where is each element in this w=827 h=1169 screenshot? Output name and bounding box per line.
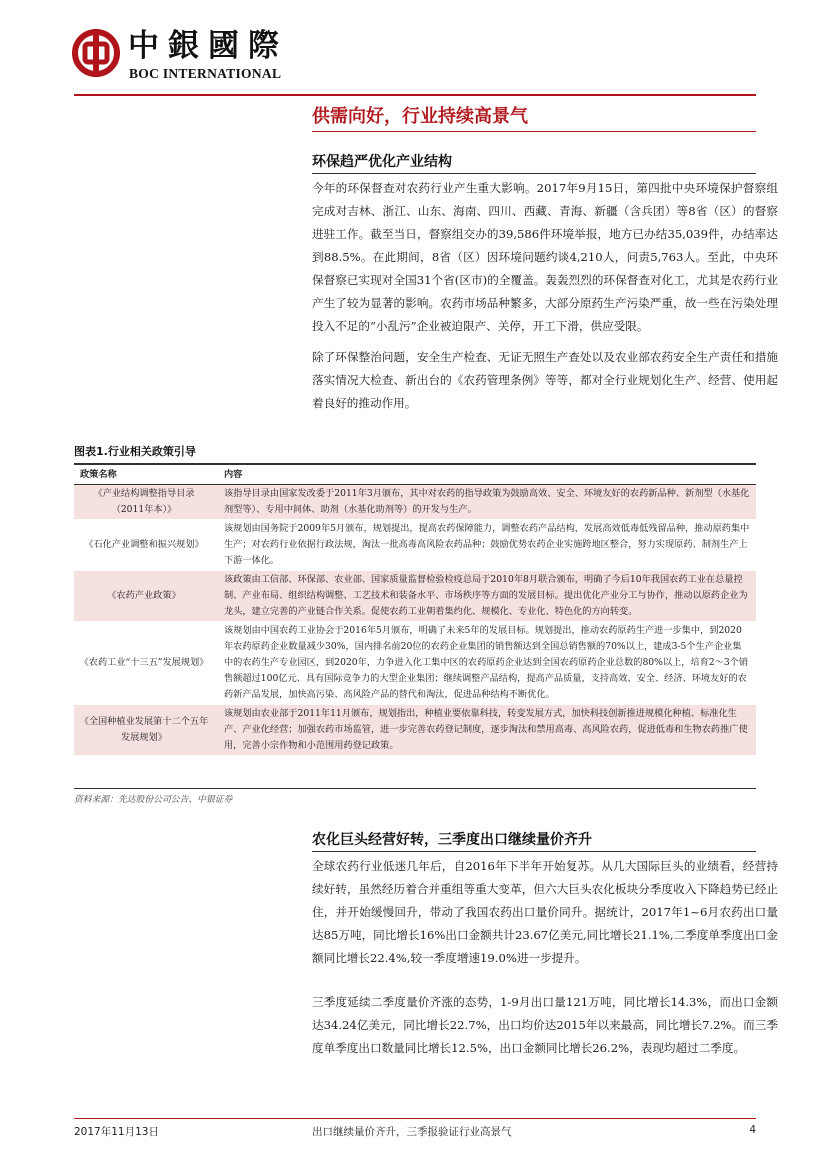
figure-source: 资料来源：先达股份公司公告、中银证券	[74, 795, 233, 805]
table-row	[74, 520, 756, 571]
footer-rule	[74, 1118, 756, 1119]
paragraph-export-1: 全球农药行业低迷几年后，自2016年下半年开始复苏。从几大国际巨头的业绩看，经营持续好转，虽然经历着合并重组等重大变革，但六大巨头农化板块分季度收入下降趋势已经止住，并开始缓慢回升，带动了我国农药出口量价同升。据统计，2017年1~6月农药出口量达85万吨，同比增长16%出口金额共计23.67亿美元,同比增长21.1%,二季度单季度出口金额同比增长22.4%,较一季度增速19.0%进一步提升。	[312, 859, 778, 965]
table-header-row	[74, 466, 756, 485]
policy-content: 该规划由国务院于2009年5月颁布，规划提出，提高农药保障能力，调整农药产品结构，发展高效低毒低残留品种，推动原药集中生产；对农药行业依据行政法规，淘汰一批高毒高风险农药品种；鼓励优势农药企业实施跨地区整合，努力实现原药、制剂生产上下游一体化。	[214, 520, 756, 571]
figure-bottom-rule	[74, 788, 756, 789]
section-rule	[312, 851, 756, 852]
paragraph-environment-2: 除了环保整治问题，安全生产检查、无证无照生产查处以及农业部农药安全生产责任和措施落实情况大检查、新出台的《农药管理条例》等等，都对全行业规划化生产、经营、使用起着良好的推动作用。	[312, 350, 778, 410]
boc-emblem-icon	[72, 28, 120, 78]
footer-report-title: 出口继续量价齐升，三季报验证行业高景气	[312, 1126, 512, 1138]
page-title: 供需向好，行业持续高景气	[312, 106, 528, 127]
policy-name: 《农药工业“十三五”发展规划》	[74, 622, 214, 705]
table-row	[74, 571, 756, 622]
policy-name: 《农药产业政策》	[74, 571, 214, 622]
paragraph-export-2: 三季度延续二季度量价齐涨的态势，1-9月出口量121万吨，同比增长14.3%，而出口金额达34.24亿美元，同比增长22.7%，出口均价达2015年以来最高，同比增长7.2%。而三季度单季度出口数量同比增长12.5%，出口金额同比增长26.2%，表现均超过二季度。	[312, 995, 778, 1055]
policy-content: 该政策由工信部、环保部、农业部、国家质量监督检验检疫总局于2010年8月联合颁布，明确了今后10年我国农药工业在总量控制、产业布局、组织结构调整、工艺技术和装备水平、市场秩序等方面的发展目标。提出优化产业分工与协作，推动以原药企业为龙头，建立完善的产业链合作关系。促使农药工业朝着集约化、规模化、专业化、特色化的方向转变。	[214, 571, 756, 622]
header-policy-name: 政策名称	[74, 466, 214, 485]
policy-name: 《全国种植业发展第十二个五年发展规划》	[74, 705, 214, 756]
paragraph-environment-1: 今年的环保督查对农药行业产生重大影响。2017年9月15日，第四批中央环境保护督察组完成对吉林、浙江、山东、海南、四川、西藏、青海、新疆（含兵团）等8省（区）的督察进驻工作。截至当日，督察组交办的39,586件环境举报，地方已办结35,039件，办结率达到88.5%。在此期间，8省（区）因环境问题约谈4,210人，问责5,763人。至此，中央环保督察已实现对全国31个省(区市)的全覆盖。轰轰烈烈的环保督查对化工，尤其是农药行业产生了较为显著的影响。农药市场品种繁多，大部分原药生产污染严重，故一些在污染处理投入不足的“小乱污”企业被迫限产、关停，开工下滑，供应受限。	[312, 181, 778, 333]
footer-date: 2017年11月13日	[74, 1126, 159, 1138]
section-title-export: 农化巨头经营好转，三季度出口继续量价齐升	[312, 832, 592, 848]
title-rule	[312, 131, 756, 132]
policy-name: 《产业结构调整指导目录（2011年本）》	[74, 485, 214, 520]
logo-english-name: BOC INTERNATIONAL	[129, 66, 282, 81]
policy-table	[74, 466, 756, 756]
policy-content: 该规划由中国农药工业协会于2016年5月颁布，明确了未来5年的发展目标。规划提出，推动农药原药生产进一步集中，到2020年农药原药企业数量减少30%，国内排名前20位的农药企业集团的销售额达到全国总销售额的70%以上，建成3-5个生产企业集中的农药生产专业园区，到2020年，力争进入化工集中区的农药原药企业达到全国农药原药企业总数的80%以上，培育2～3个销售额超过100亿元、具有国际竞争力的大型企业集团；继续调整产品结构，提高产品质量，支持高效、安全、经济、环境友好的农药新产品发展，加快高污染、高风险产品的替代和淘汰，促进品种结构不断优化。	[214, 622, 756, 705]
policy-content: 该指导目录由国家发改委于2011年3月颁布，其中对农药的指导政策为鼓励高效、安全、环境友好的农药新品种、新剂型（水基化剂型等）、专用中间体、助剂（水基化助剂等）的开发与生产。	[214, 485, 756, 520]
table-row	[74, 485, 756, 520]
section-title-environment: 环保趋严优化产业结构	[312, 154, 452, 170]
boc-logo	[72, 26, 312, 86]
header-rule	[74, 94, 756, 96]
page-number: 4	[749, 1124, 756, 1136]
policy-name: 《石化产业调整和振兴规划》	[74, 520, 214, 571]
header-content: 内容	[214, 466, 756, 485]
logo-chinese-name: 中銀國際	[128, 28, 288, 64]
table-row	[74, 622, 756, 705]
table-row	[74, 705, 756, 756]
figure-top-rule	[74, 463, 756, 465]
section-rule	[312, 173, 756, 174]
policy-content: 该规划由农业部于2011年11月颁布，规划指出，种植业要依靠科技，转变发展方式，加快科技创新推进规模化种植、标准化生产、产业化经营；加强农药市场监管，进一步完善农药登记制度，逐步淘汰和禁用高毒、高风险农药，促进低毒和生物农药推广使用，完善小宗作物和小范围用药登记政策。	[214, 705, 756, 756]
figure-label: 图表1.行业相关政策引导	[74, 445, 196, 458]
